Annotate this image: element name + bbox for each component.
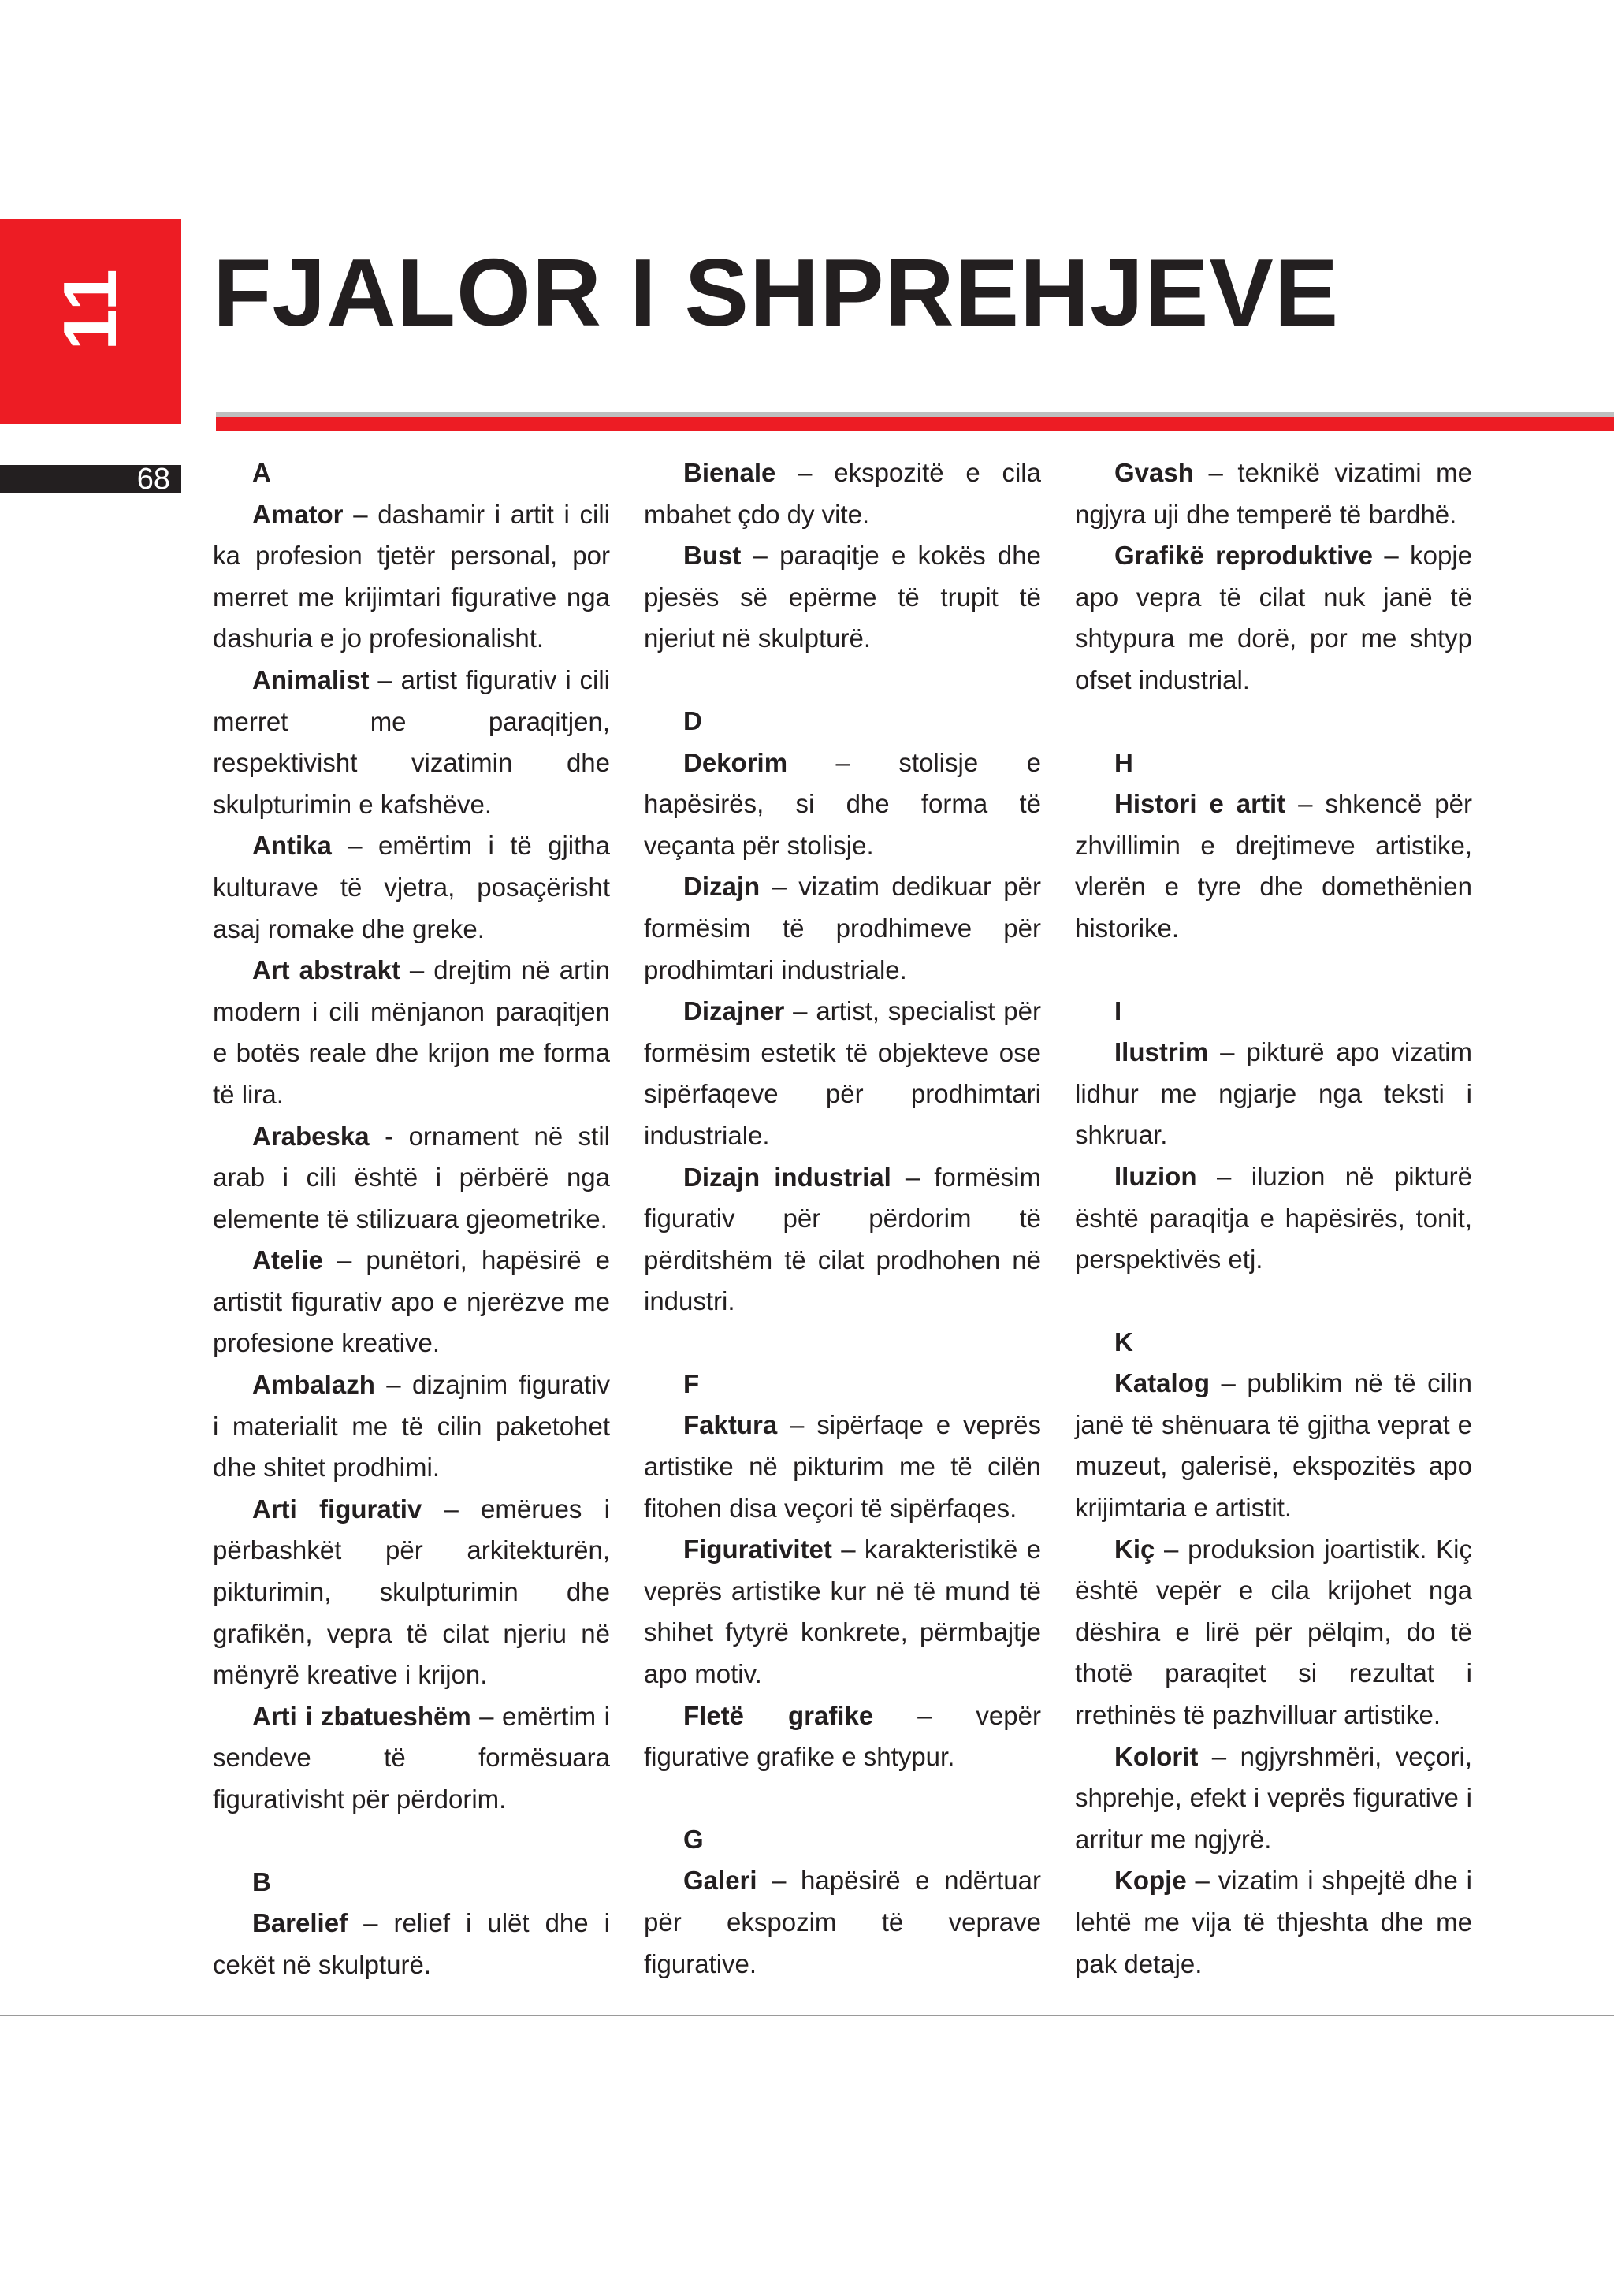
glossary-entry <box>1075 1736 1472 1861</box>
glossary-entry <box>644 1695 1041 1778</box>
glossary-column-2 <box>644 452 1041 1985</box>
page-title: FJALOR I SHPREHJEVE <box>213 239 1340 346</box>
glossary-term: Arti figurativ <box>252 1494 422 1524</box>
glossary-definition: – kopje apo vepra të cilat nuk janë të shtypura me dorë, por me shtyp ofset industrial. <box>1075 541 1472 694</box>
glossary-term: Faktura <box>683 1410 778 1440</box>
page-number-bar <box>0 463 181 496</box>
glossary-definition: – sipërfaqe e veprës artistike në pikturim me të cilën fitohen disa veçori të sipërfaqes. <box>644 1410 1041 1523</box>
glossary-entry <box>213 494 610 660</box>
glossary-term: Antika <box>252 831 332 861</box>
glossary-definition: – vizatim dedikuar për formësim të prodhimeve për prodhimtari industriale. <box>644 872 1041 984</box>
glossary-column-3 <box>1075 452 1472 1985</box>
glossary-term: Arabeska <box>252 1121 370 1151</box>
footer-rule <box>0 2015 1614 2016</box>
glossary-term: Fletë grafike <box>683 1700 874 1730</box>
glossary-term: Kopje <box>1114 1866 1187 1896</box>
glossary-entry <box>644 1157 1041 1323</box>
glossary-definition: – dashamir i artit i cili ka profesion tjetër personal, por merret me krijimtari figurative nga dashuria e jo profesionalisht. <box>213 499 610 653</box>
glossary-entry <box>644 1860 1041 1985</box>
glossary-definition: – publikim në të cilin janë të shënuara të gjitha veprat e muzeut, galerisë, ekspozitës apo krijimtaria e artistit. <box>1075 1368 1472 1523</box>
section-letter: H <box>1114 747 1133 777</box>
glossary-entry <box>644 452 1041 535</box>
glossary-term: Bienale <box>683 458 776 487</box>
glossary-entry <box>1075 1032 1472 1156</box>
glossary-definition: – ekspozitë e cila mbahet çdo dy vite. <box>644 458 1041 529</box>
glossary-entry <box>213 1116 610 1241</box>
glossary-term: Katalog <box>1114 1368 1210 1398</box>
glossary-entry <box>1075 1860 1472 1985</box>
glossary-entry <box>213 660 610 825</box>
glossary-definition: – vizatim i shpejtë dhe i lehtë me vija të thjeshta dhe me pak detaje. <box>1075 1866 1472 1978</box>
glossary-definition: – iluzion në pikturë është paraqitja e hapësirës, tonit, perspektivës etj. <box>1075 1161 1472 1275</box>
glossary-definition: – relief i ulët dhe i cekët në skulpturë. <box>213 1908 610 1979</box>
glossary-definition: – emërues i përbashkët për arkitekturën, pikturimin, skulpturimin dhe grafikën, vepra të cilat njeriu në mënyrë kreative i krijon. <box>213 1494 610 1690</box>
glossary-term: Dizajn industrial <box>683 1162 891 1192</box>
glossary-entry <box>1075 452 1472 535</box>
section-letter: D <box>683 705 702 735</box>
glossary-entry <box>644 866 1041 991</box>
glossary-term: Ambalazh <box>252 1370 375 1400</box>
glossary-entry <box>644 1529 1041 1695</box>
title-rule <box>216 417 1614 431</box>
glossary-definition: – produksion joartistik. Kiç është vepër e cila krijohet nga dëshira e lirë për pëlqim, do të thotë paraqitet si rezultat i rrethinës të pazhvilluar artistike. <box>1075 1534 1472 1730</box>
glossary-term: Dekorim <box>683 747 788 777</box>
glossary-term: Iluzion <box>1114 1161 1197 1191</box>
glossary-term: Kiç <box>1114 1534 1155 1564</box>
glossary-definition: – karakteristikë e veprës artistike kur në të mund të shihet fytyrë konkrete, përmbajtje apo motiv. <box>644 1535 1041 1689</box>
glossary-definition: – emërtim i të gjitha kulturave të vjetra, posaçërisht asaj romake dhe greke. <box>213 831 610 943</box>
glossary-term: Galeri <box>683 1866 757 1896</box>
glossary-entry <box>1075 783 1472 949</box>
glossary-definition: – shkencë për zhvillimin e drejtimeve artistike, vlerën e tyre dhe domethënien historike. <box>1075 789 1472 943</box>
glossary-definition: – hapësirë e ndërtuar për ekspozim të veprave figurative. <box>644 1866 1041 1978</box>
glossary-column-1 <box>213 452 610 1985</box>
glossary-definition: – formësim figurativ për përdorim të përditshëm të cilat prodhohen në industri. <box>644 1162 1041 1316</box>
glossary-term: Dizajn <box>683 872 761 902</box>
chapter-number: 11 <box>48 267 132 351</box>
glossary-definition: – pikturë apo vizatim lidhur me ngjarje nga teksti i shkruar. <box>1075 1037 1472 1150</box>
glossary-term: Atelie <box>252 1245 323 1275</box>
glossary-definition: – ngjyrshmëri, veçori, shprehje, efekt i veprës figurative i arritur me ngjyrë. <box>1075 1741 1472 1854</box>
glossary-entry <box>213 950 610 1115</box>
glossary-definition: – teknikë vizatimi me ngjyra uji dhe temperë të bardhë. <box>1075 458 1472 529</box>
glossary-definition: – emërtim i sendeve të formësuara figurativisht për përdorim. <box>213 1701 610 1814</box>
glossary-definition: – dizajnim figurativ i materialit me të cilin paketohet dhe shitet prodhimi. <box>213 1370 610 1483</box>
glossary-term: Histori e artit <box>1114 789 1286 819</box>
glossary-term: Dizajner <box>683 996 785 1026</box>
glossary-definition: - ornament në stil arab i cili është i përbërë nga elemente të stilizuara gjeometrike. <box>213 1121 610 1234</box>
glossary-entry <box>213 825 610 950</box>
glossary-entry <box>213 1489 610 1696</box>
glossary-term: Animalist <box>252 664 370 694</box>
glossary-definition: – punëtori, hapësirë e artistit figurativ apo e njerëzve me profesione kreative. <box>213 1245 610 1358</box>
section-letter: K <box>1114 1327 1133 1356</box>
glossary-term: Gvash <box>1114 458 1194 487</box>
page-number: 68 <box>136 463 170 496</box>
glossary-entry <box>1075 535 1472 701</box>
glossary-definition: – artist, specialist për formësim estetik të objekteve ose sipërfaqeve për prodhimtari industriale. <box>644 996 1041 1150</box>
glossary-entry <box>644 1405 1041 1529</box>
glossary-term: Barelief <box>252 1908 348 1938</box>
glossary-entry <box>644 535 1041 660</box>
section-letter: F <box>683 1368 700 1398</box>
section-letter: I <box>1114 995 1122 1025</box>
glossary-definition: – paraqitje e kokës dhe pjesës së epërme të trupit të njeriut në skulpturë. <box>644 541 1041 653</box>
glossary-entry <box>1075 1363 1472 1528</box>
glossary-term: Art abstrakt <box>252 955 400 985</box>
glossary-entry <box>213 1240 610 1364</box>
glossary-entry <box>644 991 1041 1156</box>
glossary-term: Bust <box>683 541 742 571</box>
glossary-entry <box>213 1696 610 1821</box>
glossary-term: Grafikë reproduktive <box>1114 541 1373 571</box>
glossary-entry <box>213 1364 610 1489</box>
glossary-entry <box>1075 1156 1472 1281</box>
glossary-term: Amator <box>252 499 344 529</box>
glossary-term: Ilustrim <box>1114 1037 1209 1067</box>
section-letter: B <box>252 1866 271 1896</box>
glossary-entry <box>644 742 1041 867</box>
section-letter: G <box>683 1824 704 1854</box>
glossary-definition: – artist figurativ i cili merret me paraqitjen, respektivisht vizatimin dhe skulpturimin e kafshëve. <box>213 664 610 819</box>
glossary-definition: – stolisje e hapësirës, si dhe forma të veçanta për stolisje. <box>644 747 1041 860</box>
glossary-definition: – drejtim në artin modern i cili mënjanon paraqitjen e botës reale dhe krijon me forma të lira. <box>213 955 610 1109</box>
glossary-term: Arti i zbatueshëm <box>252 1701 471 1731</box>
glossary-term: Kolorit <box>1114 1741 1199 1771</box>
section-letter: A <box>252 458 271 487</box>
glossary-entry <box>1075 1529 1472 1736</box>
glossary-entry <box>213 1903 610 1985</box>
glossary-term: Figurativitet <box>683 1535 832 1565</box>
glossary-definition: – vepër figurative grafike e shtypur. <box>644 1700 1041 1772</box>
